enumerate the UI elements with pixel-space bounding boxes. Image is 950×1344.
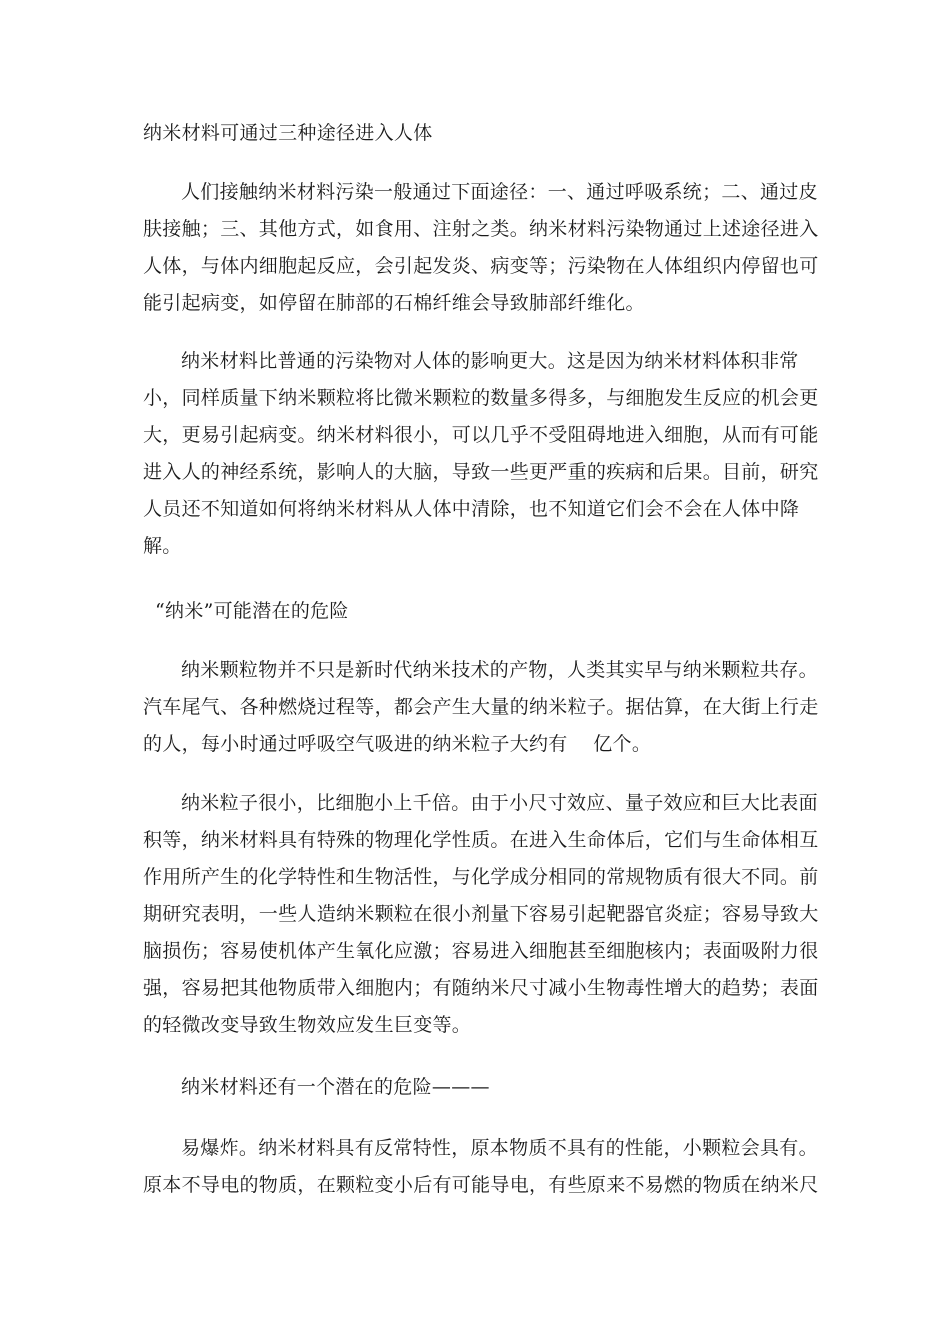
paragraph-line: 小，同样质量下纳米颗粒将比微米颗粒的数量多得多，与细胞发生反应的机会更 (143, 387, 819, 409)
paragraph-line: 原本不导电的物质，在颗粒变小后有可能导电，有些原来不易燃的物质在纳米尺 (143, 1174, 819, 1196)
paragraph-line: 易爆炸。纳米材料具有反常特性，原本物质不具有的性能，小颗粒会具有。 (181, 1137, 818, 1159)
paragraph-line: 的人，每小时通过呼吸空气吸进的纳米粒子大约有 亿个。 (143, 733, 652, 755)
paragraph-line: 的轻微改变导致生物效应发生巨变等。 (143, 1014, 472, 1036)
paragraph-line: 脑损伤；容易使机体产生氧化应激；容易进入细胞甚至细胞核内；表面吸附力很 (143, 940, 819, 962)
paragraph-line: 人们接触纳米材料污染一般通过下面途径：一、通过呼吸系统；二、通过皮 (181, 181, 818, 203)
paragraph-line: 作用所产生的化学特性和生物活性，与化学成分相同的常规物质有很大不同。前 (143, 866, 819, 888)
paragraph-line: 汽车尾气、各种燃烧过程等，都会产生大量的纳米粒子。据估算，在大街上行走 (143, 696, 819, 718)
paragraph-line: 解。 (143, 535, 182, 557)
section-heading: 纳米材料可通过三种途径进入人体 (143, 122, 433, 144)
paragraph-line: 大，更易引起病变。纳米材料很小，可以几乎不受阻碍地进入细胞，从而有可能 (143, 424, 819, 446)
paragraph-line: 强，容易把其他物质带入细胞内；有随纳米尺寸减小生物毒性增大的趋势；表面 (143, 977, 819, 999)
paragraph-line: 积等，纳米材料具有特殊的物理化学性质。在进入生命体后，它们与生命体相互 (143, 829, 819, 851)
paragraph-line: 进入人的神经系统，影响人的大脑，导致一些更严重的疾病和后果。目前，研究 (143, 461, 819, 483)
section-heading: “纳米”可能潜在的危险 (155, 600, 349, 622)
section-heading: 纳米材料还有一个潜在的危险——— (181, 1076, 490, 1098)
paragraph-line: 人员还不知道如何将纳米材料从人体中清除，也不知道它们会不会在人体中降 (143, 498, 800, 520)
paragraph-line: 纳米粒子很小，比细胞小上千倍。由于小尺寸效应、量子效应和巨大比表面 (181, 792, 818, 814)
paragraph-line: 期研究表明，一些人造纳米颗粒在很小剂量下容易引起靶器官炎症；容易导致大 (143, 903, 819, 925)
paragraph-line: 能引起病变，如停留在肺部的石棉纤维会导致肺部纤维化。 (143, 292, 645, 314)
paragraph-line: 纳米颗粒物并不只是新时代纳米技术的产物，人类其实早与纳米颗粒共存。 (181, 659, 818, 681)
paragraph-line: 肤接触；三、其他方式，如食用、注射之类。纳米材料污染物通过上述途径进入 (143, 218, 819, 240)
paragraph-line: 纳米材料比普通的污染物对人体的影响更大。这是因为纳米材料体积非常 (181, 350, 799, 372)
paragraph-line: 人体，与体内细胞起反应，会引起发炎、病变等；污染物在人体组织内停留也可 (143, 255, 819, 277)
